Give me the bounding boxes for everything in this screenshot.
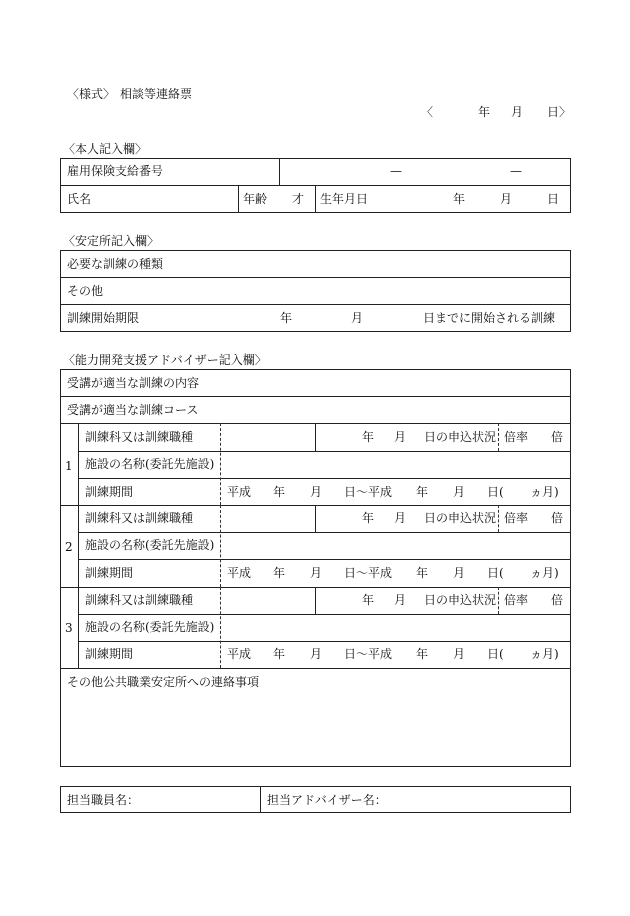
ratio-label-2: 倍率 (504, 511, 529, 525)
period-month-end-3: 月 (453, 647, 466, 661)
form-label: 〈様式〉 (67, 87, 116, 101)
period-months-3: ヵ月) (530, 647, 559, 661)
insurance-dash-1: — (390, 164, 402, 178)
row-number-2: 2 (65, 540, 73, 554)
birth-month: 月 (500, 192, 513, 206)
period-range-2: 日〜平成 (344, 566, 393, 580)
period-range-1: 日〜平成 (344, 485, 393, 499)
notes-label: その他公共職業安定所への連絡事項 (67, 675, 260, 689)
period-label-3: 訓練期間 (85, 647, 134, 661)
facility-label-1: 施設の名称(委託先施設) (85, 457, 215, 471)
course-label-2: 訓練科又は訓練職種 (85, 511, 194, 525)
period-label-1: 訓練期間 (85, 485, 134, 499)
deadline-label: 訓練開始期限 (67, 311, 140, 325)
apply-status-2: 日の申込状況 (424, 511, 497, 525)
period-month-start-2: 月 (310, 566, 323, 580)
course-label-3: 訓練科又は訓練職種 (85, 593, 194, 607)
birth-label: 生年月日 (320, 192, 369, 206)
period-months-2: ヵ月) (530, 566, 559, 580)
other-label: その他 (67, 284, 104, 298)
deadline-year: 年 (280, 311, 293, 325)
page-title: 相談等連絡票 (120, 87, 193, 101)
insurance-dash-2: — (510, 164, 522, 178)
period-year-start-1: 年 (273, 485, 286, 499)
date-year: 年 (478, 105, 491, 119)
advisor-name-label: 担当アドバイザー名： (267, 793, 387, 807)
period-range-3: 日〜平成 (344, 647, 393, 661)
period-year-start-3: 年 (273, 647, 286, 661)
birth-year: 年 (453, 192, 466, 206)
period-year-end-3: 年 (416, 647, 429, 661)
period-month-end-1: 月 (453, 485, 466, 499)
ratio-label-3: 倍率 (504, 593, 529, 607)
date-month: 月 (511, 105, 524, 119)
ratio-unit-3: 倍 (551, 593, 564, 607)
apply-month-3: 月 (394, 593, 407, 607)
apply-month-1: 月 (394, 430, 407, 444)
period-label-2: 訓練期間 (85, 566, 134, 580)
section1-heading: 〈本人記入欄〉 (63, 142, 148, 156)
period-day-end-1: 日( (487, 485, 504, 499)
period-day-end-3: 日( (487, 647, 504, 661)
period-month-start-1: 月 (310, 485, 323, 499)
birth-day: 日 (547, 192, 560, 206)
course-label-1: 訓練科又は訓練職種 (85, 430, 194, 444)
period-month-end-2: 月 (453, 566, 466, 580)
facility-label-2: 施設の名称(委託先施設) (85, 538, 215, 552)
training-type-label: 必要な訓練の種類 (67, 257, 164, 271)
insurance-number-label: 雇用保険支給番号 (67, 164, 164, 178)
apply-year-1: 年 (362, 430, 375, 444)
period-year-end-1: 年 (416, 485, 429, 499)
suitable-course-label: 受講が適当な訓練コース (67, 403, 199, 417)
staff-name-label: 担当職員名： (67, 793, 140, 807)
apply-year-3: 年 (362, 593, 375, 607)
period-heisei-start-2: 平成 (227, 566, 252, 580)
period-heisei-start-1: 平成 (227, 485, 252, 499)
apply-month-2: 月 (394, 511, 407, 525)
apply-status-1: 日の申込状況 (424, 430, 497, 444)
period-month-start-3: 月 (310, 647, 323, 661)
period-year-start-2: 年 (273, 566, 286, 580)
section3-heading: 〈能力開発支援アドバイザー記入欄〉 (63, 353, 267, 367)
apply-status-3: 日の申込状況 (424, 593, 497, 607)
period-year-end-2: 年 (416, 566, 429, 580)
ratio-unit-2: 倍 (551, 511, 564, 525)
period-heisei-start-3: 平成 (227, 647, 252, 661)
deadline-suffix: 日までに開始される訓練 (423, 311, 556, 325)
age-label: 年齢 (243, 192, 268, 206)
name-label: 氏名 (67, 192, 92, 206)
date-day: 日〉 (547, 105, 572, 119)
date-open: 〈 (421, 105, 434, 119)
period-months-1: ヵ月) (530, 485, 559, 499)
suitable-content-label: 受講が適当な訓練の内容 (67, 376, 200, 390)
facility-label-3: 施設の名称(委託先施設) (85, 620, 215, 634)
row-number-1: 1 (65, 459, 73, 473)
row-number-3: 3 (65, 621, 73, 635)
section2-heading: 〈安定所記入欄〉 (63, 234, 160, 248)
ratio-unit-1: 倍 (551, 430, 564, 444)
age-unit: 才 (292, 192, 305, 206)
apply-year-2: 年 (362, 511, 375, 525)
deadline-month: 月 (351, 311, 364, 325)
ratio-label-1: 倍率 (504, 430, 529, 444)
period-day-end-2: 日( (487, 566, 504, 580)
